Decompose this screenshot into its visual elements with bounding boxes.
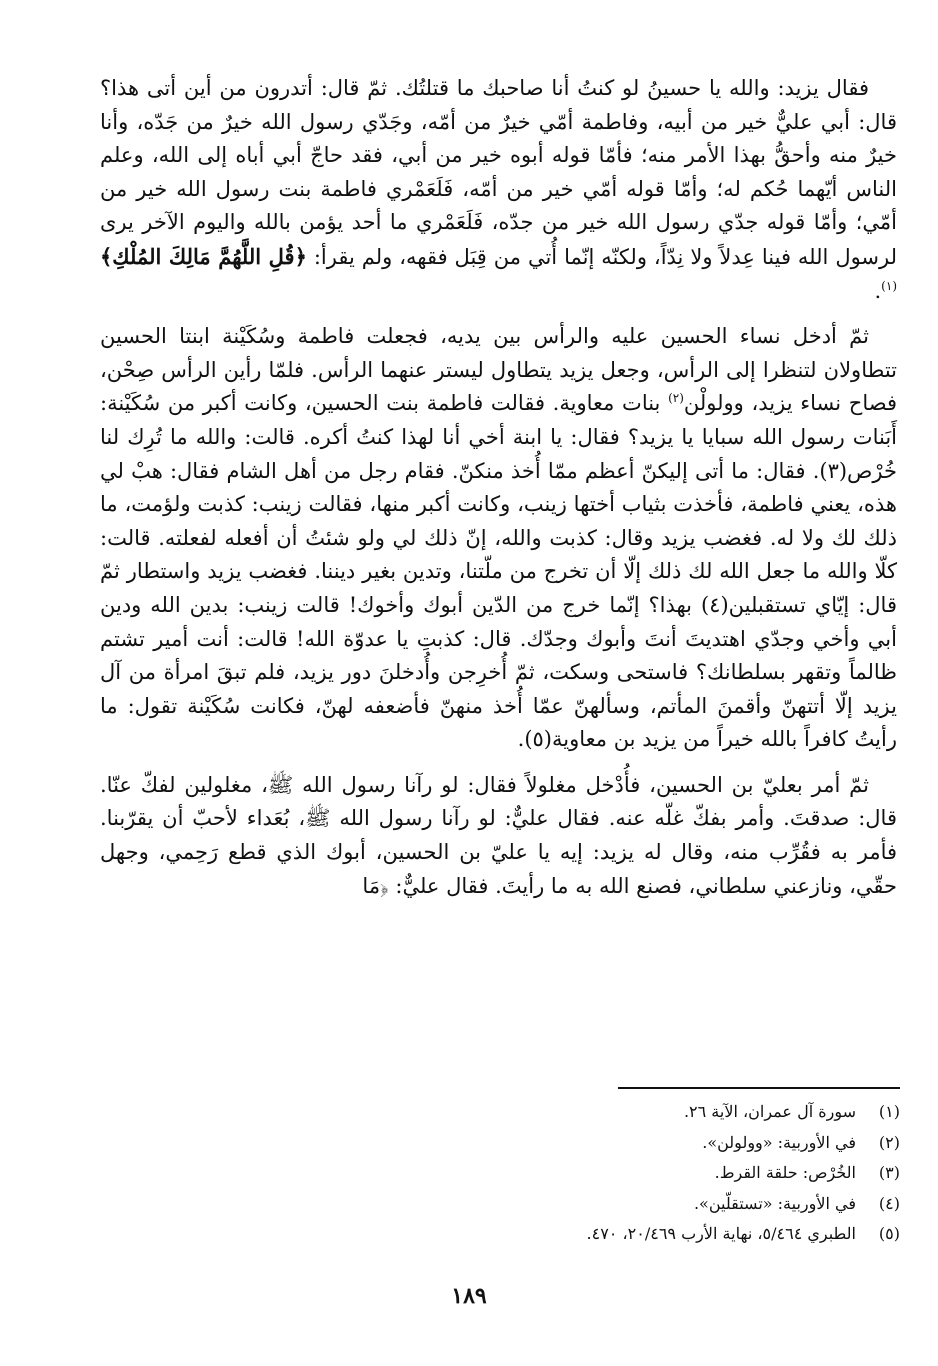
paragraph-1-tail: . <box>874 278 882 303</box>
paragraph-3 <box>100 769 897 903</box>
footnote-text: الخُرْص: حلقة القرط. <box>714 1163 856 1182</box>
paragraph-3-text: ثمّ أمر بعليّ بن الحسين، فأُدْخل مغلولاً فقال: لو رآنا رسول الله ﷺ، مغلولين لفكّ عنّا. قال: صدقتَ. وأمر بفكّ غلّه عنه. فقال عليٌّ: لو رآنا رسول الله ﷺ، بُعَداء لأحبّ أن يقرّبنا. فأمر به فقُرِّب منه، وقال له يزيد: إيه يا عليّ بن الحسين، أبوك الذي قطع رَحِمي، وجهل حقّي، ونازعني سلطاني، فصنع الله به ما رأيتَ. فقال عليٌّ: ﴿مَا <box>100 772 897 898</box>
footnote-item <box>100 1219 900 1250</box>
footnote-number: (٥) <box>878 1224 900 1243</box>
footnote-item <box>100 1158 900 1189</box>
footnote-item <box>100 1128 900 1159</box>
footnote-text: في الأوربية: «تستقلّين». <box>693 1193 856 1213</box>
paragraph-1 <box>100 72 897 308</box>
footnote-number: (١) <box>878 1102 900 1121</box>
footnote-number: (٣) <box>878 1163 900 1182</box>
paragraph-2-text: ثمّ أدخل نساء الحسين عليه والرأس بين يديه، فجعلت فاطمة وسُكَيْنة ابنتا الحسين تتطاولان لتنظرا إلى الرأس، وجعل يزيد يتطاول ليستر عنهما الرأس. فلمّا رأين الرأس صِحْن، فصاح نساء يزيد، وولولْن <box>100 324 897 416</box>
main-text <box>100 72 897 903</box>
footnote-item <box>100 1097 900 1128</box>
paragraph-2 <box>100 320 897 757</box>
page-number: ١٨٩ <box>451 1283 487 1309</box>
quran-verse: ﴿قُلِ اللَّهُمَّ مَالِكَ المُلْكِ﴾ <box>100 243 307 269</box>
footnote-ref-2: (٢) <box>668 391 684 406</box>
footnote-divider <box>618 1087 900 1089</box>
footnote-text: سورة آل عمران، الآية ٢٦. <box>683 1102 856 1121</box>
footnotes <box>100 1097 900 1250</box>
footnote-text: في الأوربية: «وولولن». <box>702 1132 856 1152</box>
paragraph-1-text: فقال يزيد: والله يا حسينُ لو كنتُ أنا صاحبك ما قتلتُك. ثمّ قال: أتدرون من أين أتى هذا؟ قال: أبي عليٌّ خير من أبيه، وفاطمة أمّي خيرٌ من أمّه، وجَدّي رسول الله خيرٌ من جَدّه، وأنا خيرٌ منه وأحقُّ بهذا الأمر منه؛ فأمّا قوله أبوه خير من أبي، فقد حاجّ أبي أباه إلى الله، وعلم الناس أيّهما حُكم له؛ وأمّا قوله أمّي خير من أمّه، فَلَعَمْري فاطمة بنت رسول الله خير من أمّي؛ وأمّا قوله جدّي رسول الله خير من جدّه، فَلَعَمْري ما أحد يؤمن بالله واليوم الآخر يرى لرسول الله فينا عِدلاً ولا نِدّاً، ولكنّه إنّما أُتي من قِبَل فقهه، ولم يقرأ: <box>100 76 898 269</box>
footnote-number: (٢) <box>878 1132 900 1152</box>
footnote-number: (٤) <box>878 1193 900 1213</box>
footnote-ref-1: (١) <box>881 278 897 293</box>
footnote-item <box>100 1189 900 1220</box>
footnote-text: الطبري ٥/٤٦٤، نهاية الأرب ٢٠/٤٦٩، ٤٧٠. <box>586 1224 856 1243</box>
paragraph-2-tail: بنات معاوية. فقالت فاطمة بنت الحسين، وكانت أكبر من سُكَيْنة: أَبَنات رسول الله سبايا يا يزيد؟ فقال: يا ابنة أخي أنا لهذا كنتُ أكره. قالت: والله ما تُرِك لنا خُرْص(٣). فقال: ما أتى إليكنّ أعظم ممّا أُخذ منكنّ. فقام رجل من أهل الشام فقال: هبْ لي هذه، يعني فاطمة، فأخذت بثياب أختها زينب، وكانت أكبر منها، فقالت زينب: كذبت ولؤمت، ما ذلك لك ولا له. فغضب يزيد وقال: كذبت والله، إنّ ذلك لي ولو شئتُ أن أفعله لفعلته. قالت: كلّا والله ما جعل الله لك ذلك إلّا أن تخرج من ملّتنا، وتدين بغير ديننا. فغضب يزيد واستطار ثمّ قال: إيّاي تستقبلين(٤) بهذا؟ إنّما خرج من الدّين أبوك وأخوك! قالت زينب: بدين الله ودين أبي وأخي وجدّي اهتديتَ أنتَ وأبوك وجدّك. قال: كذبتِ يا عدوّة الله! قالت: أنت أمير تشتم ظالماً وتقهر بسلطانك؟ فاستحى وسكت، ثمّ أُخرِجن وأُدخلنَ دور يزيد، فلم تبقَ امرأة من آل يزيد إلّا أتتهنّ وأقمنَ المأتم، وسألهنّ عمّا أُخذ منهنّ فأضعفه لهنّ، فكانت سُكَيْنة تقول: ما رأيتُ كافراً بالله خيراً من يزيد بن معاوية(٥). <box>100 391 897 752</box>
